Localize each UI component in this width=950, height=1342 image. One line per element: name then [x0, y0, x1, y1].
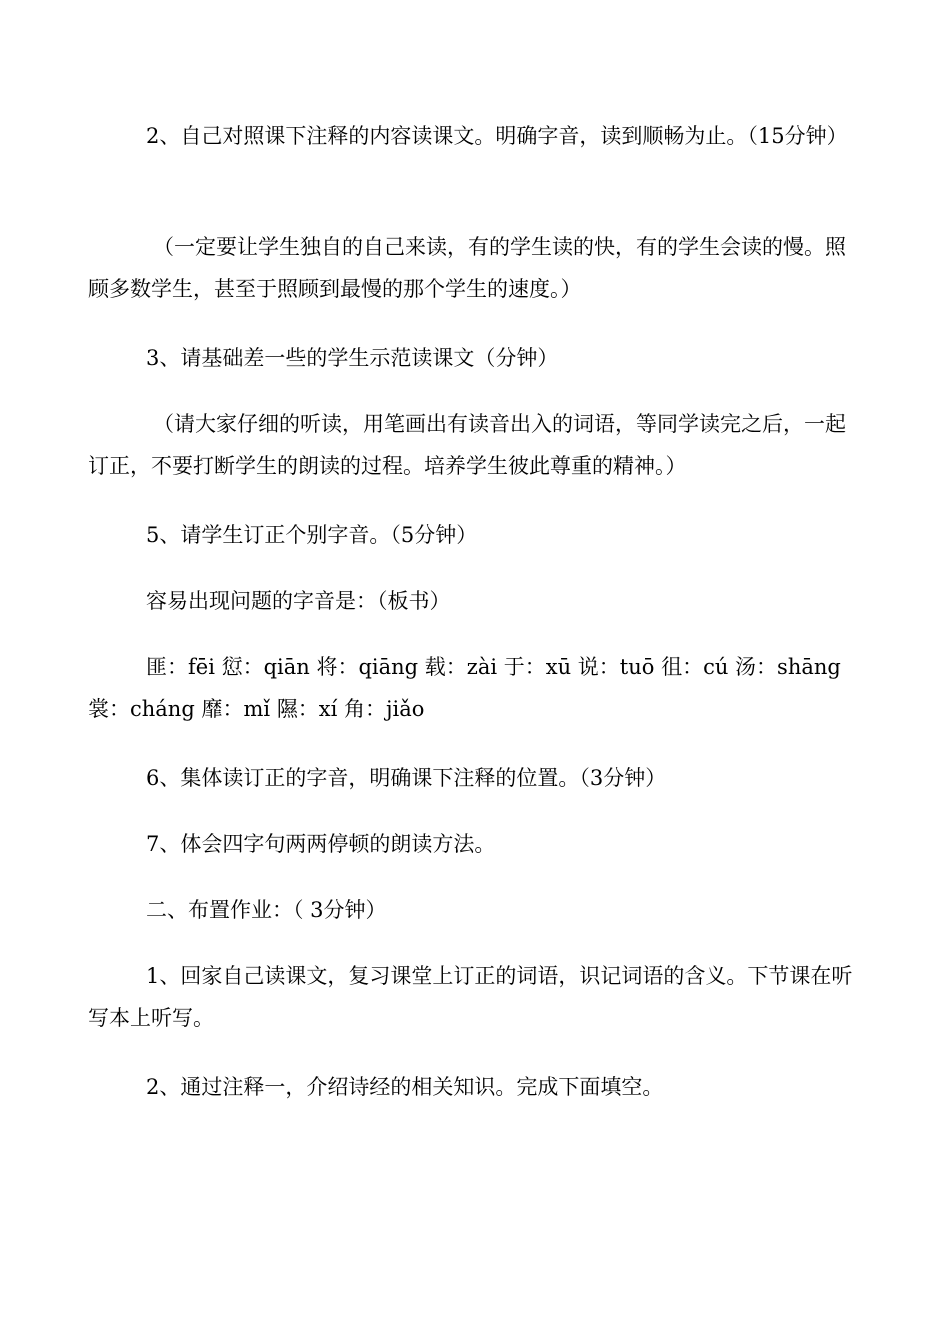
paragraph-step-2: 2、自己对照课下注释的内容读课文。明确字音，读到顺畅为止。（15分钟）	[146, 124, 848, 148]
paragraph-homework-2: 2、通过注释一，介绍诗经的相关知识。完成下面填空。	[146, 1075, 664, 1099]
paragraph-note-reading: （一定要让学生独自的自己来读，有的学生读的快，有的学生会读的慢。照顾多数学生，甚至于照顾到最慢的那个学生的速度。）	[88, 235, 846, 301]
paragraph-step-3: 3、请基础差一些的学生示范读课文（分钟）	[146, 346, 559, 370]
paragraph-homework-1: 1、回家自己读课文，复习课堂上订正的词语，识记词语的含义。下节课在听写本上听写。	[88, 964, 853, 1030]
paragraph-step-7: 7、体会四字句两两停顿的朗读方法。	[146, 832, 496, 856]
paragraph-step-6: 6、集体读订正的字音，明确课下注释的位置。（3分钟）	[146, 766, 667, 790]
paragraph-step-5: 5、请学生订正个别字音。（5分钟）	[146, 523, 478, 547]
paragraph-note-listening: （请大家仔细的听读，用笔画出有读音出入的词语，等同学读完之后，一起订正，不要打断学生的朗读的过程。培养学生彼此尊重的精神。）	[88, 412, 846, 478]
paragraph-pinyin-list: 匪：fēi 愆：qiān 将：qiāng 载：zài 于：xū 说：tuō 徂：cú 汤：shāng 裳：cháng 靡：mǐ 隰：xí 角：jiǎo	[88, 655, 841, 721]
paragraph-difficult-sounds: 容易出现问题的字音是：（板书）	[146, 589, 451, 613]
section-homework-heading: 二、布置作业：（ 3分钟）	[146, 898, 387, 922]
